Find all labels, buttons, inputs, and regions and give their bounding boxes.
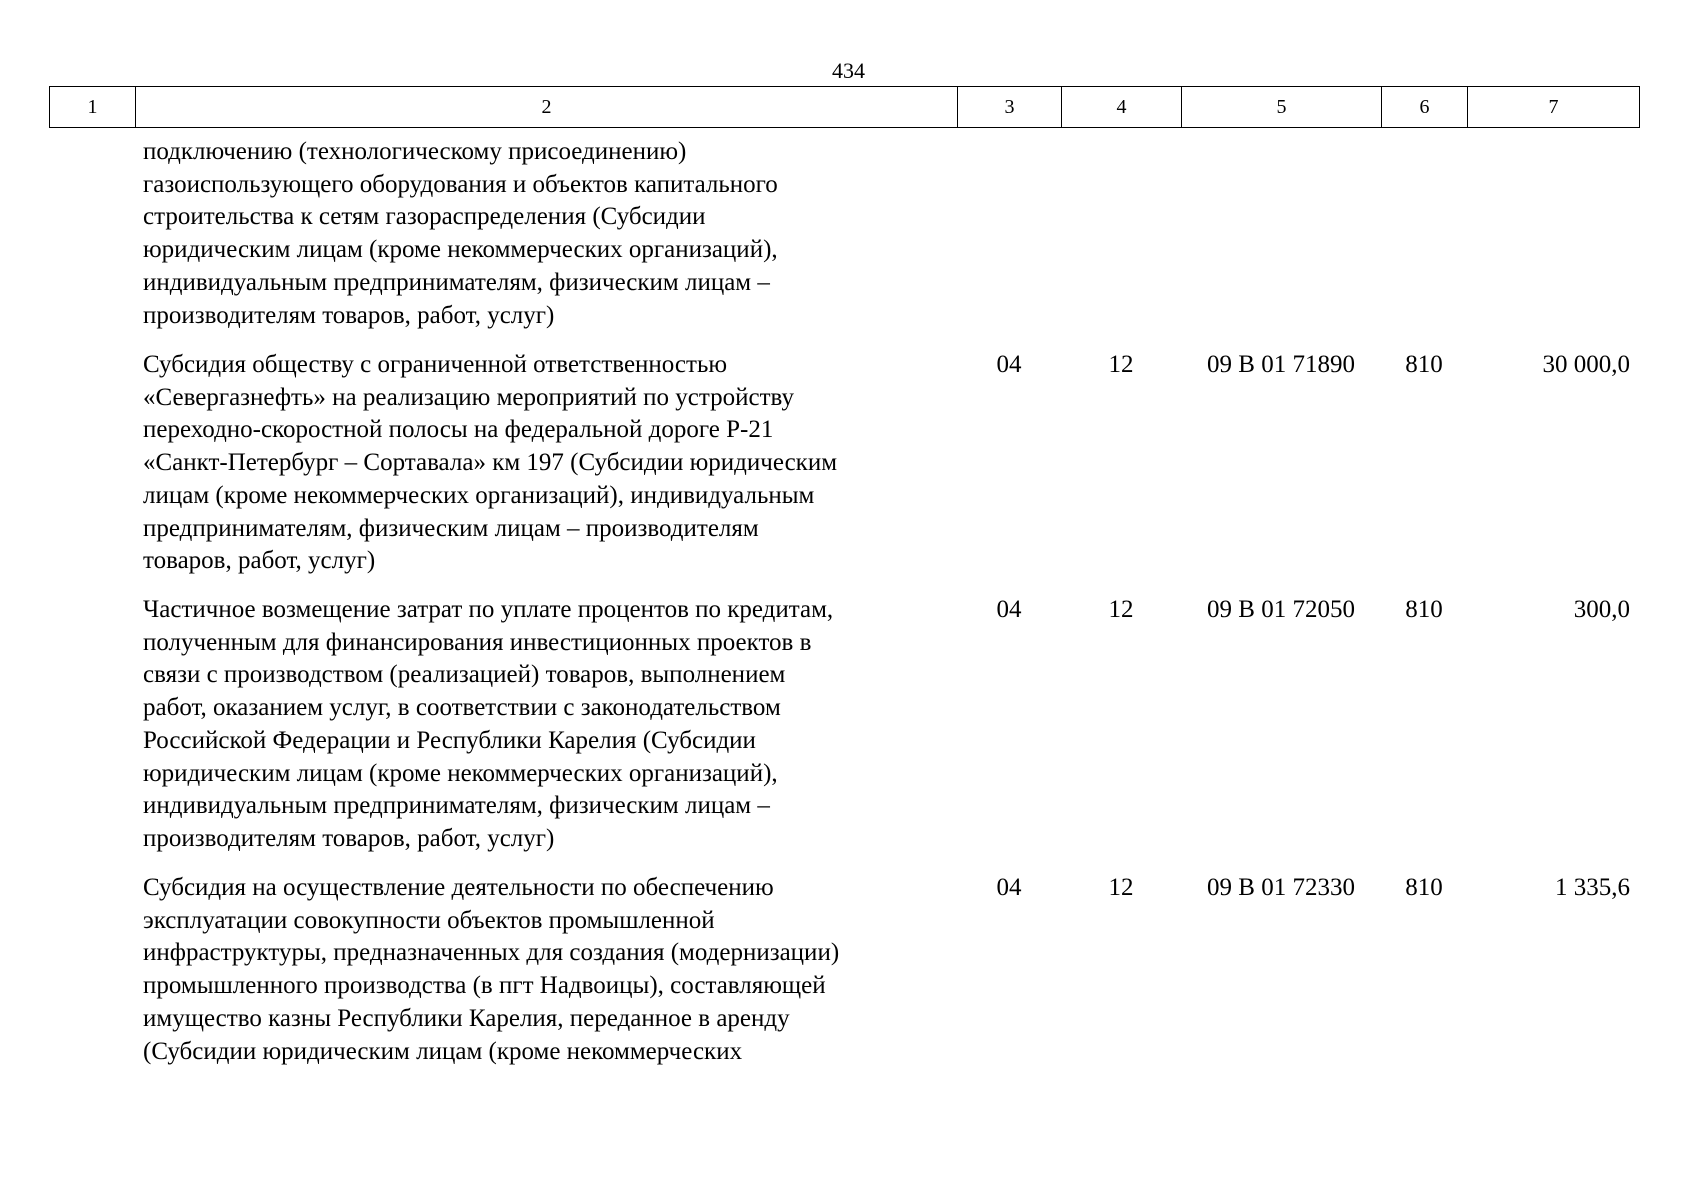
row-section: 04 — [996, 351, 1022, 378]
row-subsection: 12 — [1108, 596, 1134, 623]
column-header-5: 5 — [1182, 87, 1382, 128]
column-header-6: 6 — [1382, 87, 1468, 128]
row-section: 04 — [996, 874, 1022, 901]
continuation-text: подключению (технологическому присоединению) газоиспользующего оборудования и объектов капитального строительства к сетям газораспределения (Субсидии юридическим лицам (кроме некоммерческих организаций), индивидуальным предпринимателям, физическим лицам – производителям товаров, работ, услуг) — [143, 138, 778, 329]
row-target-article: 09 В 01 72050 — [1207, 596, 1355, 623]
row-amount: 1 335,6 — [1555, 874, 1630, 901]
column-header-7: 7 — [1468, 87, 1640, 128]
page-number: 434 — [832, 58, 865, 83]
row-section: 04 — [996, 596, 1022, 623]
row-subsection: 12 — [1108, 351, 1134, 378]
row-subsection: 12 — [1108, 874, 1134, 901]
column-header-3: 3 — [958, 87, 1062, 128]
row-expense-type: 810 — [1405, 351, 1443, 378]
row-target-article: 09 В 01 72330 — [1207, 874, 1355, 901]
column-header-row — [50, 87, 1640, 128]
column-header-2: 2 — [136, 87, 958, 128]
row-description: Частичное возмещение затрат по уплате процентов по кредитам, полученным для финансирования инвестиционных проектов в связи с производством (реализацией) товаров, выполнением работ, оказанием услуг, в соответствии с законодательством Российской Федерации и Республики Карелия (Субсидии юридическим лицам (кроме некоммерческих организаций), индивидуальным предпринимателям, физическим лицам – производителям товаров, работ, услуг) — [143, 596, 834, 852]
row-expense-type: 810 — [1405, 596, 1443, 623]
column-header-4: 4 — [1062, 87, 1182, 128]
row-description: Субсидия на осуществление деятельности по обеспечению эксплуатации совокупности объектов промышленной инфраструктуры, предназначенных для создания (модернизации) промышленного производства (в пгт Надвоицы), составляющей имущество казны Республики Карелия, переданное в аренду (Субсидии юридическим лицам (кроме некоммерческих — [143, 874, 840, 1065]
column-header-1: 1 — [50, 87, 136, 128]
row-amount: 300,0 — [1573, 596, 1630, 623]
row-expense-type: 810 — [1405, 874, 1443, 901]
column-header-table — [49, 86, 1640, 128]
row-description: Субсидия обществу с ограниченной ответственностью «Севергазнефть» на реализацию мероприятий по устройству переходно-скоростной полосы на федеральной дороге Р-21 «Санкт-Петербург – Сортавала» км 197 (Субсидии юридическим лицам (кроме некоммерческих организаций), индивидуальным предпринимателям, физическим лицам – производителям товаров, работ, услуг) — [143, 351, 838, 575]
row-target-article: 09 В 01 71890 — [1207, 351, 1355, 378]
row-amount: 30 000,0 — [1542, 351, 1630, 378]
